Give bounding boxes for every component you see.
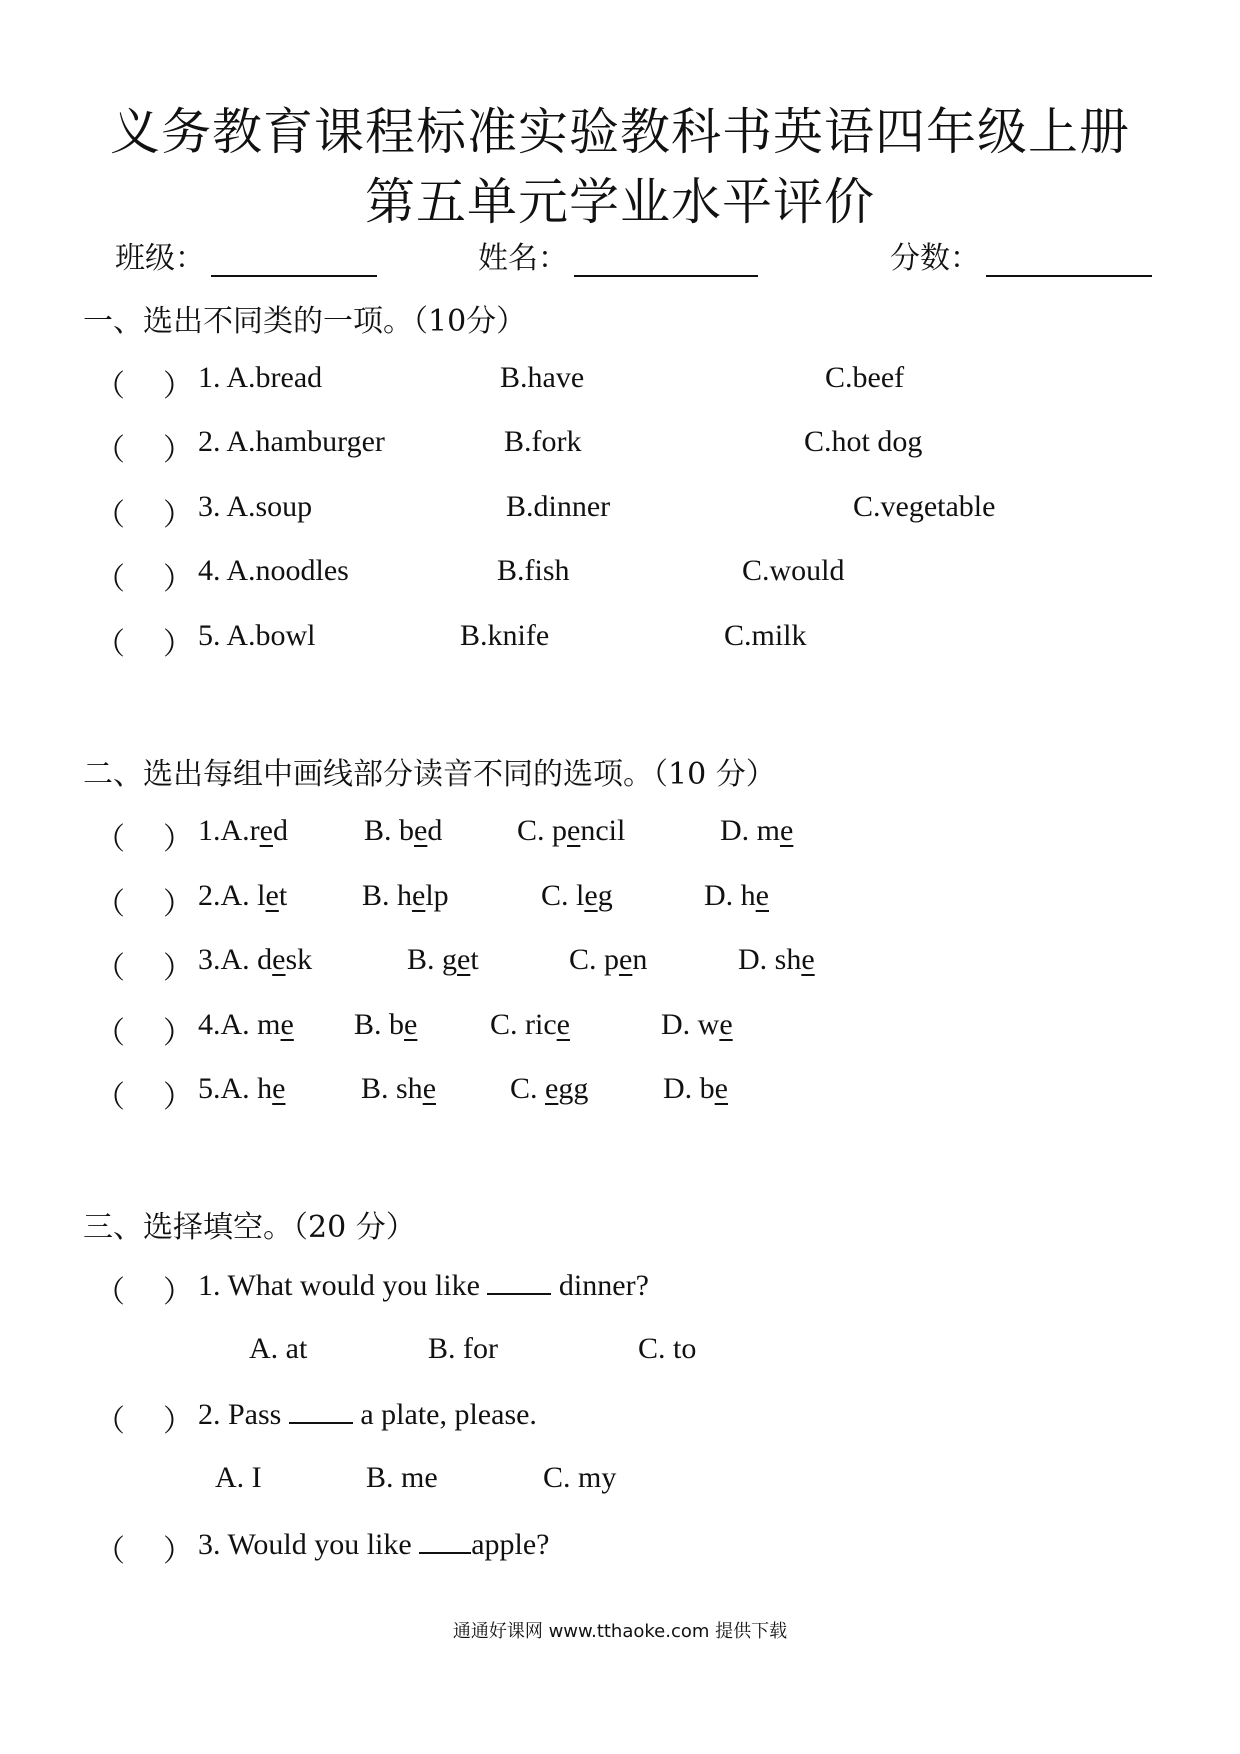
answer-paren-close: ）	[163, 369, 193, 404]
option-a: 2.A. let	[198, 879, 288, 912]
score-label: 分数：	[890, 241, 980, 276]
title-line-2: 第五单元学业水平评价	[365, 173, 875, 231]
answer-paren-close: ）	[163, 1404, 193, 1439]
option-a: 1. A.bread	[198, 361, 323, 394]
option-b: B.fork	[504, 425, 582, 458]
question-text: 2. Pass a plate, please.	[198, 1398, 537, 1431]
option-d: D. we	[661, 1008, 733, 1041]
answer-paren-close: ）	[163, 822, 193, 857]
option-a: 1.A.red	[198, 814, 288, 847]
option-a: 5. A.bowl	[198, 619, 316, 652]
option-d: D. he	[704, 879, 769, 912]
class-field	[115, 233, 377, 277]
name-label: 姓名：	[478, 241, 568, 276]
option-a: A. at	[249, 1332, 308, 1365]
answer-paren-open: （	[95, 369, 125, 404]
answer-paren-open: （	[95, 562, 125, 597]
answer-paren-close: ）	[163, 951, 193, 986]
option-b: B.dinner	[506, 490, 611, 523]
name-blank[interactable]	[574, 247, 758, 277]
option-a: 3.A. desk	[198, 943, 313, 976]
option-d: D. she	[738, 943, 815, 976]
answer-paren-close: ）	[163, 1534, 193, 1569]
option-c: C.milk	[724, 619, 807, 652]
option-b: B.fish	[497, 554, 570, 587]
answer-paren-open: （	[95, 433, 125, 468]
section-3-heading: 三、选择填空。（20 分）	[83, 1210, 416, 1245]
answer-paren-close: ）	[163, 433, 193, 468]
option-b: B. for	[428, 1332, 498, 1365]
option-c: C.would	[742, 554, 845, 587]
option-c: C. rice	[490, 1008, 570, 1041]
answer-blank[interactable]	[487, 1267, 551, 1295]
page-footer: 通通好课网 www.tthaoke.com 提供下载	[452, 1621, 788, 1642]
title-line-1: 义务教育课程标准实验教科书英语四年级上册	[110, 103, 1130, 161]
answer-blank[interactable]	[289, 1396, 353, 1424]
answer-blank[interactable]	[419, 1526, 471, 1554]
answer-paren-open: （	[95, 627, 125, 662]
question-text: 1. What would you like dinner?	[198, 1269, 649, 1302]
name-field	[478, 233, 758, 277]
answer-paren-open: （	[95, 822, 125, 857]
option-a: 5.A. he	[198, 1072, 286, 1105]
answer-paren-open: （	[95, 498, 125, 533]
option-c: C. to	[638, 1332, 697, 1365]
option-c: C. pencil	[517, 814, 626, 847]
answer-paren-close: ）	[163, 562, 193, 597]
option-b: B. bed	[364, 814, 443, 847]
answer-paren-close: ）	[163, 1275, 193, 1310]
option-d: D. be	[663, 1072, 728, 1105]
section-2-heading: 二、选出每组中画线部分读音不同的选项。（10 分）	[83, 757, 776, 792]
option-b: B.knife	[460, 619, 550, 652]
answer-paren-open: （	[95, 1534, 125, 1569]
option-d: D. me	[720, 814, 794, 847]
score-blank[interactable]	[986, 247, 1152, 277]
answer-paren-open: （	[95, 887, 125, 922]
option-b: B. she	[361, 1072, 437, 1105]
option-a: A. I	[215, 1461, 262, 1494]
class-blank[interactable]	[211, 247, 377, 277]
answer-paren-open: （	[95, 1080, 125, 1115]
option-b: B. me	[366, 1461, 438, 1494]
option-a: 3. A.soup	[198, 490, 313, 523]
option-b: B. be	[354, 1008, 418, 1041]
option-c: C.vegetable	[853, 490, 996, 523]
answer-paren-open: （	[95, 1275, 125, 1310]
option-b: B.have	[500, 361, 585, 394]
answer-paren-close: ）	[163, 1080, 193, 1115]
option-a: 2. A.hamburger	[198, 425, 385, 458]
option-c: C.beef	[825, 361, 905, 394]
answer-paren-close: ）	[163, 887, 193, 922]
answer-paren-close: ）	[163, 627, 193, 662]
option-c: C.hot dog	[804, 425, 923, 458]
option-b: B. get	[407, 943, 479, 976]
option-c: C. pen	[569, 943, 648, 976]
option-a: 4. A.noodles	[198, 554, 349, 587]
option-c: C. egg	[510, 1072, 589, 1105]
class-label: 班级：	[115, 241, 205, 276]
question-text: 3. Would you like apple?	[198, 1528, 550, 1561]
answer-paren-close: ）	[163, 498, 193, 533]
section-1-heading: 一、选出不同类的一项。（10分）	[83, 304, 527, 339]
answer-paren-open: （	[95, 1404, 125, 1439]
option-a: 4.A. me	[198, 1008, 294, 1041]
answer-paren-close: ）	[163, 1016, 193, 1051]
option-b: B. help	[362, 879, 449, 912]
score-field	[890, 233, 1152, 277]
answer-paren-open: （	[95, 951, 125, 986]
option-c: C. my	[543, 1461, 617, 1494]
answer-paren-open: （	[95, 1016, 125, 1051]
option-c: C. leg	[541, 879, 613, 912]
